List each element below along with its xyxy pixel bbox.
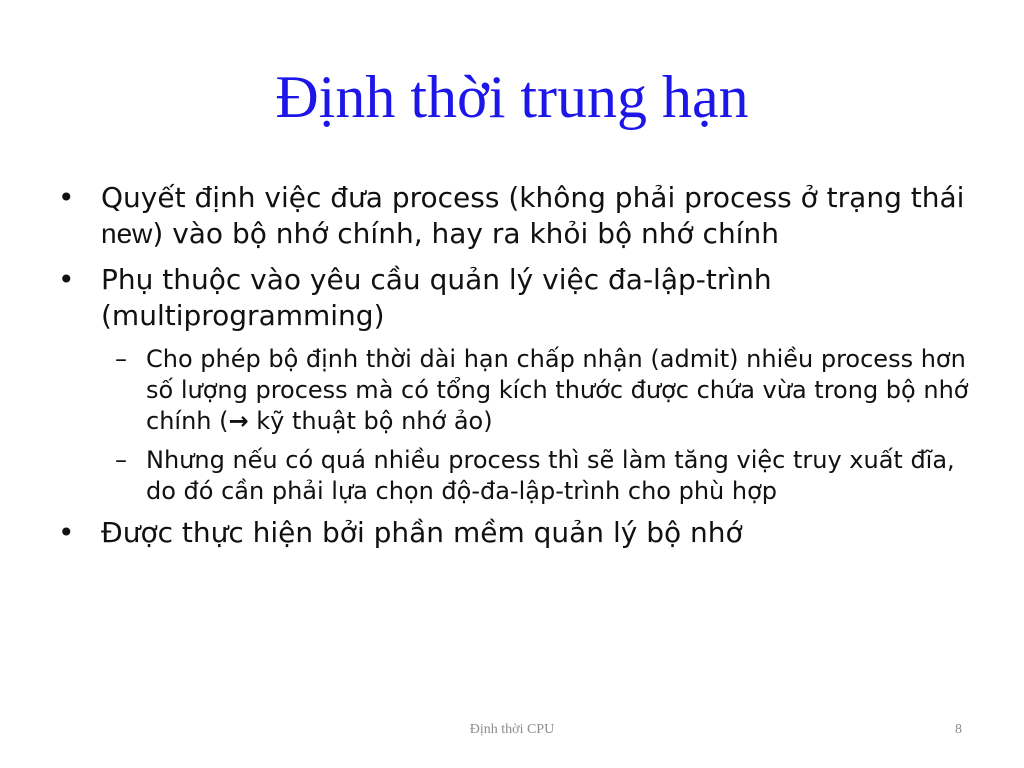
sub-item-1	[58, 344, 978, 437]
bullet-marker: •	[58, 181, 75, 214]
bullet-item-2	[58, 262, 978, 334]
bullet-text: Được thực hiện bởi phần mềm quản lý bộ nhớ	[101, 516, 743, 549]
dash-marker: –	[115, 446, 127, 474]
bullet-item-1	[58, 180, 978, 252]
bullet-marker: •	[58, 516, 75, 549]
dash-marker: –	[115, 345, 127, 373]
slide-body	[58, 180, 978, 561]
slide-title: Định thời trung hạn	[275, 64, 749, 130]
sub-item-2	[58, 445, 978, 507]
bullet-text-part: Quyết định việc đưa process (không phải process ở trạng thái	[101, 181, 965, 214]
sub-item-text: kỹ thuật bộ nhớ ảo)	[248, 407, 493, 435]
page-number: 8	[955, 722, 962, 737]
sub-item-text: Nhưng nếu có quá nhiều process thì sẽ làm tăng việc truy xuất đĩa, do đó cần phải lựa chọn độ-đa-lập-trình cho phù hợp	[146, 446, 955, 505]
footer-title: Định thời CPU	[469, 722, 555, 737]
emphasized-term: new	[101, 218, 153, 249]
bullet-text: Phụ thuộc vào yêu cầu quản lý việc đa-lập-trình (multiprogramming)	[101, 263, 772, 332]
bullet-marker: •	[58, 263, 75, 296]
bullet-item-3	[58, 515, 978, 551]
bullet-text-part: ) vào bộ nhớ chính, hay ra khỏi bộ nhớ chính	[152, 217, 779, 250]
sub-item-text: Cho phép bộ định thời dài hạn chấp nhận (admit) nhiều process hơn số lượng process mà có tổng kích thước được chứa vừa trong bộ nhớ chính (	[146, 345, 969, 435]
right-arrow-icon: →	[228, 407, 249, 435]
